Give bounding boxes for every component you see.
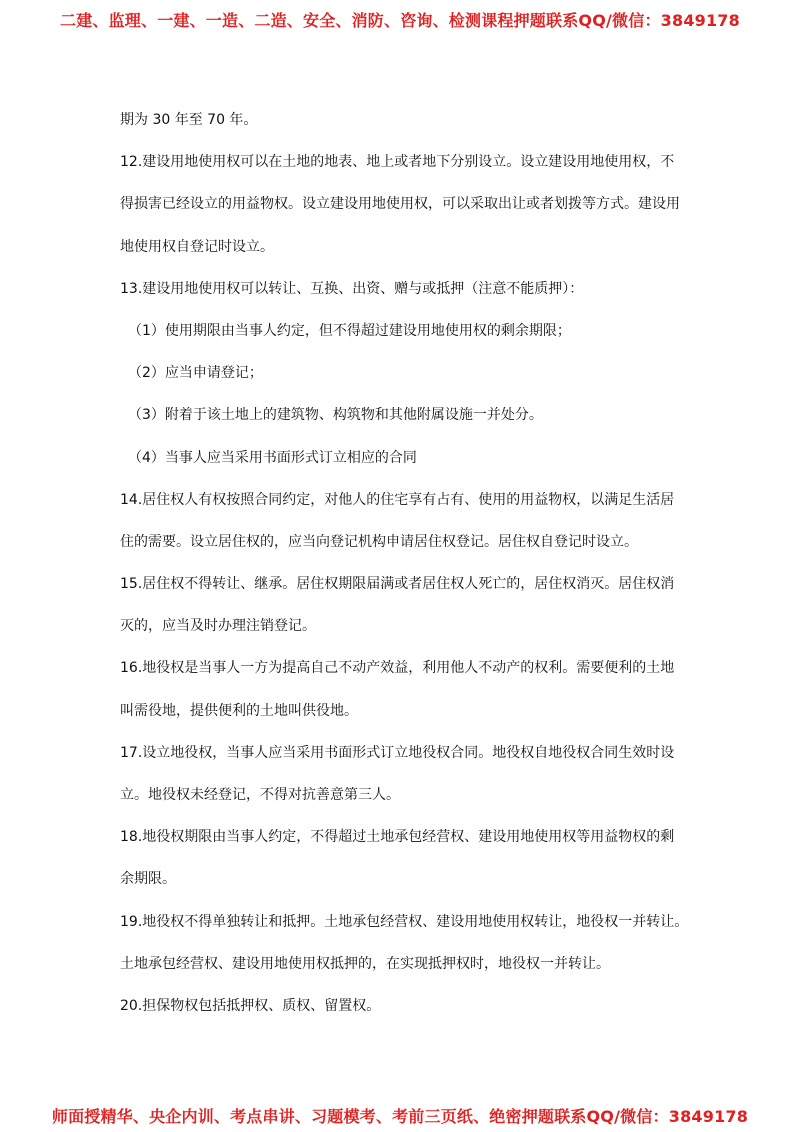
body-line: 土地承包经营权、建设用地使用权抵押的，在实现抵押权时，地役权一并转让。 [120,955,610,972]
body-line: 18.地役权期限由当事人约定，不得超过土地承包经营权、建设用地使用权等用益物权的剩 [120,829,675,846]
body-line: 12.建设用地使用权可以在土地的地表、地上或者地下分别设立。设立建设用地使用权，不 [120,154,675,171]
document-body [120,108,690,1036]
body-line: 叫需役地，提供便利的土地叫供役地。 [120,702,358,719]
body-line: 立。地役权未经登记，不得对抗善意第三人。 [120,787,400,803]
body-line: 20.担保物权包括抵押权、质权、留置权。 [120,997,381,1014]
body-line: （3）附着于该土地上的建筑物、构筑物和其他附属设施一并处分。 [128,407,543,424]
body-line: 余期限。 [120,871,176,888]
header-banner: 二建、监理、一建、一造、二造、安全、消防、咨询、检测课程押题联系QQ/微信：3849178 [60,11,740,30]
body-line: 住的需要。设立居住权的，应当向登记机构申请居住权登记。居住权自登记时设立。 [120,533,638,550]
body-line: 地使用权自登记时设立。 [120,238,274,255]
footer-banner: 师面授精华、央企内训、考点串讲、习题模考、考前三页纸、绝密押题联系QQ/微信：3849178 [51,1107,749,1126]
body-line: 14.居住权人有权按照合同约定，对他人的住宅享有占有、使用的用益物权，以满足生活居 [120,491,675,508]
body-line: 灭的，应当及时办理注销登记。 [120,618,316,635]
body-line: 期为 30 年至 70 年。 [120,112,258,128]
body-line: 得损害已经设立的用益物权。设立建设用地使用权，可以采取出让或者划拨等方式。建设用 [120,196,680,213]
body-line: （1）使用期限由当事人约定，但不得超过建设用地使用权的剩余期限； [128,322,571,339]
body-line: （2）应当申请登记； [128,365,263,382]
body-line: 19.地役权不得单独转让和抵押。土地承包经营权、建设用地使用权转让，地役权一并转让。 [120,913,689,930]
body-line: 17.设立地役权，当事人应当采用书面形式订立地役权合同。地役权自地役权合同生效时设 [120,744,675,761]
body-line: 16.地役权是当事人一方为提高自己不动产效益，利用他人不动产的权利。需要便利的土地 [120,660,675,677]
body-line: 13.建设用地使用权可以转让、互换、出资、赠与或抵押（注意不能质押）： [120,280,584,297]
body-line: （4）当事人应当采用书面形式订立相应的合同 [128,449,417,466]
body-line: 15.居住权不得转让、继承。居住权期限届满或者居住权人死亡的，居住权消灭。居住权消 [120,576,675,593]
